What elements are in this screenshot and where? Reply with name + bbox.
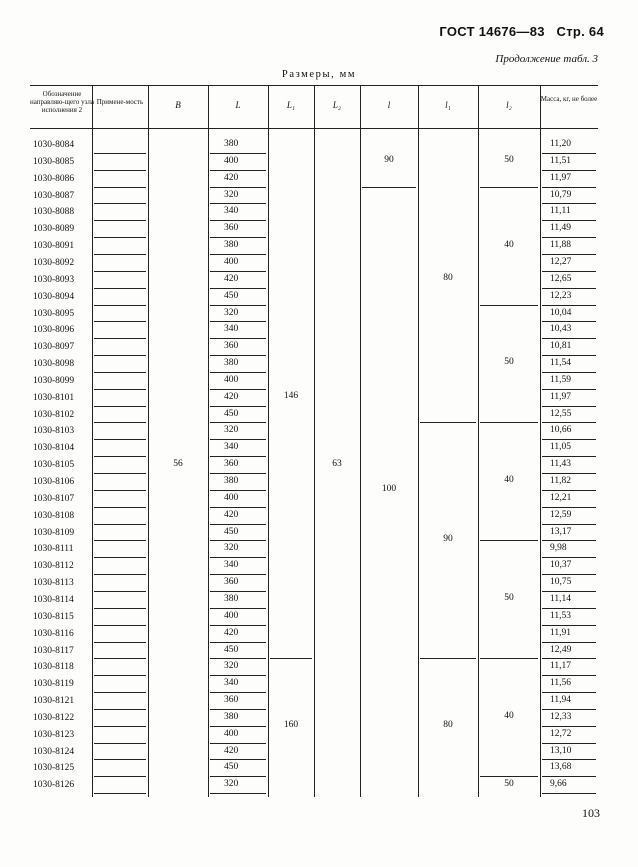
length-l-cell: 340 <box>224 560 239 571</box>
l1-value: 80 <box>443 719 453 730</box>
l1-value-group-rule <box>420 422 476 423</box>
mass-cell: 11,56 <box>550 678 572 689</box>
mass-cell: 12,49 <box>550 644 572 655</box>
mass-rule <box>542 170 596 171</box>
mass-cell: 12,33 <box>550 711 572 722</box>
length-l-cell: 450 <box>224 644 239 655</box>
designation-cell: 1030-8092 <box>33 257 75 268</box>
length-l-rule <box>210 153 266 154</box>
applicability-rule <box>94 642 146 643</box>
length-l-cell: 400 <box>224 155 239 166</box>
applicability-rule <box>94 658 146 659</box>
length-l-rule <box>210 355 266 356</box>
length-l-rule <box>210 726 266 727</box>
mass-rule <box>542 776 596 777</box>
l2-value-group-rule <box>480 658 538 659</box>
applicability-rule <box>94 153 146 154</box>
column-divider <box>148 85 149 797</box>
applicability-rule <box>94 625 146 626</box>
mass-cell: 11,54 <box>550 358 572 369</box>
mass-cell: 11,53 <box>550 610 572 621</box>
designation-cell: 1030-8091 <box>33 241 75 252</box>
mass-rule <box>542 237 596 238</box>
mass-cell: 11,88 <box>550 240 572 251</box>
mass-rule <box>542 271 596 272</box>
length-l-cell: 380 <box>224 476 239 486</box>
designation-cell: 1030-8118 <box>33 662 74 673</box>
page-header <box>439 24 604 39</box>
designation-cell: 1030-8115 <box>33 611 74 622</box>
mass-cell: 12,72 <box>550 728 572 739</box>
l1-cap-value-group-rule <box>270 658 312 659</box>
mass-cell: 12,59 <box>550 509 572 520</box>
l2-value: 50 <box>504 593 514 604</box>
l1-cap-value: 146 <box>283 391 299 402</box>
applicability-rule <box>94 321 146 322</box>
mass-cell: 10,81 <box>550 341 572 352</box>
length-l-cell: 380 <box>224 593 239 604</box>
l-value: 90 <box>384 155 394 166</box>
mass-rule <box>542 743 596 744</box>
applicability-rule <box>94 557 146 558</box>
length-l-cell: 380 <box>224 711 239 722</box>
length-l-rule <box>210 692 266 693</box>
applicability-rule <box>94 170 146 171</box>
designation-cell: 1030-8089 <box>33 224 75 235</box>
designation-cell: 1030-8106 <box>33 477 75 487</box>
mass-cell: 11,14 <box>550 593 572 604</box>
mass-rule <box>542 524 596 525</box>
length-l-cell: 360 <box>224 577 239 588</box>
applicability-rule <box>94 203 146 204</box>
mass-rule <box>542 625 596 626</box>
mass-rule <box>542 507 596 508</box>
length-l-cell: 340 <box>224 206 239 217</box>
applicability-rule <box>94 574 146 575</box>
length-l-cell: 400 <box>224 256 239 267</box>
length-l-cell: 420 <box>224 273 239 284</box>
applicability-rule <box>94 473 146 474</box>
length-l-cell: 450 <box>224 290 239 301</box>
standard-number: ГОСТ 14676—83 <box>439 24 545 39</box>
applicability-rule <box>94 254 146 255</box>
length-l-cell: 320 <box>224 425 239 436</box>
length-l-cell: 320 <box>224 189 239 200</box>
length-l-cell: 320 <box>224 543 239 554</box>
designation-cell: 1030-8098 <box>33 359 75 370</box>
page-label: Стр. 64 <box>556 24 604 39</box>
mass-cell: 11,11 <box>550 206 571 217</box>
length-l-rule <box>210 574 266 575</box>
applicability-rule <box>94 490 146 491</box>
length-l-rule <box>210 709 266 710</box>
l2-value-group-rule <box>480 305 538 306</box>
mass-cell: 11,97 <box>550 172 572 183</box>
l2-value: 50 <box>504 155 514 166</box>
designation-cell: 1030-8084 <box>33 140 75 150</box>
mass-cell: 11,49 <box>550 223 572 234</box>
mass-cell: 11,43 <box>550 459 572 470</box>
designation-cell: 1030-8094 <box>33 291 75 302</box>
b-value: 56 <box>173 458 183 469</box>
applicability-rule <box>94 305 146 306</box>
applicability-rule <box>94 271 146 272</box>
l2-value-group-rule <box>480 422 538 423</box>
mass-rule <box>542 153 596 154</box>
length-l-rule <box>210 338 266 339</box>
header-mass: Масса, кг, не более <box>540 95 598 103</box>
length-l-rule <box>210 389 266 390</box>
length-l-cell: 340 <box>224 678 239 689</box>
mass-rule <box>542 490 596 491</box>
applicability-rule <box>94 608 146 609</box>
mass-rule <box>542 574 596 575</box>
mass-rule <box>542 338 596 339</box>
mass-cell: 10,66 <box>550 425 572 436</box>
designation-cell: 1030-8096 <box>33 325 75 336</box>
header-designation: Обозначение направляю-щего узла исполнения 2 <box>30 90 94 114</box>
header-l2: L₂ <box>332 100 342 110</box>
column-divider <box>540 85 541 797</box>
mass-cell: 9,66 <box>550 779 567 790</box>
applicability-rule <box>94 709 146 710</box>
designation-cell: 1030-8087 <box>33 190 75 201</box>
length-l-rule <box>210 658 266 659</box>
length-l-rule <box>210 439 266 440</box>
l2-value: 50 <box>504 778 514 789</box>
length-l-rule <box>210 271 266 272</box>
length-l-rule <box>210 422 266 423</box>
applicability-rule <box>94 372 146 373</box>
designation-cell: 1030-8088 <box>33 207 75 218</box>
mass-rule <box>542 658 596 659</box>
header-l: l <box>387 100 391 110</box>
applicability-rule <box>94 793 146 794</box>
l-value-group-rule <box>362 187 416 188</box>
designation-cell: 1030-8117 <box>33 645 74 656</box>
length-l-rule <box>210 237 266 238</box>
length-l-rule <box>210 203 266 204</box>
mass-cell: 12,27 <box>550 256 572 267</box>
length-l-rule <box>210 507 266 508</box>
mass-rule <box>542 759 596 760</box>
length-l-rule <box>210 793 266 794</box>
length-l-cell: 360 <box>224 695 239 706</box>
length-l-cell: 320 <box>224 779 239 790</box>
length-l-cell: 360 <box>224 223 239 234</box>
length-l-cell: 400 <box>224 492 239 503</box>
applicability-rule <box>94 776 146 777</box>
mass-rule <box>542 473 596 474</box>
l1-cap-value: 160 <box>283 719 299 730</box>
designation-cell: 1030-8109 <box>33 527 75 538</box>
designation-cell: 1030-8103 <box>33 426 75 437</box>
mass-cell: 11,17 <box>550 661 572 672</box>
length-l-cell: 360 <box>224 341 239 352</box>
applicability-rule <box>94 355 146 356</box>
mass-rule <box>542 389 596 390</box>
designation-cell: 1030-8123 <box>33 729 75 740</box>
mass-cell: 11,97 <box>550 391 572 402</box>
applicability-rule <box>94 422 146 423</box>
mass-rule <box>542 406 596 407</box>
applicability-rule <box>94 406 146 407</box>
column-divider <box>268 85 269 797</box>
designation-cell: 1030-8124 <box>33 746 75 757</box>
applicability-rule <box>94 439 146 440</box>
mass-rule <box>542 675 596 676</box>
length-l-cell: 400 <box>224 728 239 739</box>
length-l-cell: 420 <box>224 172 239 183</box>
mass-cell: 10,43 <box>550 324 572 335</box>
mass-rule <box>542 608 596 609</box>
applicability-rule <box>94 389 146 390</box>
mass-cell: 12,55 <box>550 408 572 419</box>
length-l-rule <box>210 187 266 188</box>
applicability-rule <box>94 288 146 289</box>
mass-rule <box>542 321 596 322</box>
designation-cell: 1030-8101 <box>33 392 75 403</box>
applicability-rule <box>94 456 146 457</box>
mass-rule <box>542 355 596 356</box>
mass-rule <box>542 456 596 457</box>
length-l-rule <box>210 372 266 373</box>
length-l-rule <box>210 642 266 643</box>
header-l1: L₁ <box>286 100 296 110</box>
length-l-cell: 360 <box>224 459 239 470</box>
length-l-rule <box>210 675 266 676</box>
header-b: B <box>175 100 181 110</box>
mass-rule <box>542 540 596 541</box>
header-l2: l₂ <box>506 100 512 110</box>
l1-value: 80 <box>443 273 453 284</box>
designation-cell: 1030-8099 <box>33 375 75 386</box>
l2-value: 40 <box>504 711 514 722</box>
length-l-cell: 450 <box>224 408 239 419</box>
designation-cell: 1030-8097 <box>33 342 75 353</box>
length-l-rule <box>210 473 266 474</box>
mass-cell: 12,65 <box>550 273 572 284</box>
applicability-rule <box>94 726 146 727</box>
length-l-rule <box>210 406 266 407</box>
mass-cell: 11,51 <box>550 155 572 166</box>
mass-rule <box>542 591 596 592</box>
length-l-rule <box>210 254 266 255</box>
mass-rule <box>542 557 596 558</box>
mass-rule <box>542 726 596 727</box>
header-applicability: Примене-мость <box>96 98 144 106</box>
mass-cell: 10,79 <box>550 189 572 200</box>
designation-cell: 1030-8113 <box>33 578 74 589</box>
mass-rule <box>542 305 596 306</box>
length-l-rule <box>210 321 266 322</box>
l2-value-group-rule <box>480 540 538 541</box>
column-divider <box>314 85 315 797</box>
l2-value: 40 <box>504 239 514 250</box>
applicability-rule <box>94 591 146 592</box>
designation-cell: 1030-8104 <box>33 443 75 454</box>
applicability-rule <box>94 743 146 744</box>
mass-cell: 11,59 <box>550 374 572 385</box>
designation-cell: 1030-8116 <box>33 628 74 639</box>
l2-value: 40 <box>504 475 514 486</box>
length-l-rule <box>210 591 266 592</box>
mass-rule <box>542 793 596 794</box>
mass-rule <box>542 372 596 373</box>
mass-cell: 11,82 <box>550 476 572 486</box>
continuation-note: Продолжение табл. 3 <box>495 53 598 65</box>
applicability-rule <box>94 237 146 238</box>
length-l-cell: 340 <box>224 324 239 335</box>
mass-rule <box>542 692 596 693</box>
designation-cell: 1030-8105 <box>33 460 75 471</box>
mass-rule <box>542 709 596 710</box>
mass-cell: 11,20 <box>550 139 572 149</box>
length-l-cell: 340 <box>224 442 239 453</box>
length-l-cell: 420 <box>224 627 239 638</box>
applicability-rule <box>94 524 146 525</box>
applicability-rule <box>94 675 146 676</box>
length-l-cell: 380 <box>224 358 239 369</box>
mass-cell: 12,23 <box>550 290 572 301</box>
designation-cell: 1030-8102 <box>33 409 75 420</box>
designation-cell: 1030-8122 <box>33 712 75 723</box>
length-l-cell: 400 <box>224 610 239 621</box>
mass-cell: 11,94 <box>550 695 572 706</box>
mass-rule <box>542 642 596 643</box>
designation-cell: 1030-8086 <box>33 173 75 184</box>
header-l: L <box>235 100 241 110</box>
length-l-cell: 380 <box>224 139 239 149</box>
mass-cell: 11,05 <box>550 442 572 453</box>
applicability-rule <box>94 187 146 188</box>
column-divider <box>418 85 419 797</box>
length-l-rule <box>210 743 266 744</box>
length-l-cell: 420 <box>224 391 239 402</box>
applicability-rule <box>94 507 146 508</box>
designation-cell: 1030-8126 <box>33 780 75 791</box>
mass-cell: 13,68 <box>550 762 572 773</box>
mass-rule <box>542 220 596 221</box>
column-divider <box>92 85 93 797</box>
length-l-cell: 450 <box>224 762 239 773</box>
designation-cell: 1030-8093 <box>33 274 75 285</box>
table-caption: Размеры, мм <box>281 69 357 80</box>
length-l-rule <box>210 524 266 525</box>
mass-rule <box>542 422 596 423</box>
length-l-rule <box>210 490 266 491</box>
l2-value-group-rule <box>480 187 538 188</box>
designation-cell: 1030-8112 <box>33 561 74 572</box>
length-l-cell: 450 <box>224 526 239 537</box>
mass-cell: 12,21 <box>550 492 572 503</box>
column-divider <box>208 85 209 797</box>
length-l-rule <box>210 220 266 221</box>
length-l-rule <box>210 557 266 558</box>
mass-cell: 13,17 <box>550 526 572 537</box>
l1-value-group-rule <box>420 658 476 659</box>
mass-cell: 10,37 <box>550 560 572 571</box>
designation-cell: 1030-8111 <box>33 544 74 555</box>
column-divider <box>360 85 361 797</box>
l-value: 100 <box>381 483 397 494</box>
mass-cell: 10,75 <box>550 577 572 588</box>
applicability-rule <box>94 692 146 693</box>
mass-rule <box>542 254 596 255</box>
length-l-cell: 320 <box>224 661 239 672</box>
mass-rule <box>542 203 596 204</box>
page-number: 103 <box>582 806 600 820</box>
designation-cell: 1030-8125 <box>33 763 75 774</box>
header-l1: l₁ <box>445 100 451 110</box>
length-l-cell: 420 <box>224 509 239 520</box>
applicability-rule <box>94 540 146 541</box>
length-l-rule <box>210 608 266 609</box>
mass-cell: 10,04 <box>550 307 572 318</box>
length-l-rule <box>210 305 266 306</box>
l2-value: 50 <box>504 357 514 368</box>
length-l-cell: 400 <box>224 374 239 385</box>
mass-cell: 11,91 <box>550 627 572 638</box>
length-l-rule <box>210 625 266 626</box>
length-l-cell: 320 <box>224 307 239 318</box>
length-l-cell: 380 <box>224 240 239 251</box>
applicability-rule <box>94 759 146 760</box>
designation-cell: 1030-8107 <box>33 493 75 504</box>
mass-cell: 13,10 <box>550 745 572 756</box>
length-l-rule <box>210 456 266 457</box>
l2-cap-value: 63 <box>332 458 342 469</box>
length-l-rule <box>210 776 266 777</box>
l1-value: 90 <box>443 534 453 545</box>
column-divider <box>478 85 479 797</box>
applicability-rule <box>94 338 146 339</box>
mass-rule <box>542 288 596 289</box>
designation-cell: 1030-8108 <box>33 510 75 521</box>
length-l-rule <box>210 288 266 289</box>
mass-rule <box>542 187 596 188</box>
length-l-cell: 420 <box>224 745 239 756</box>
designation-cell: 1030-8121 <box>33 696 75 707</box>
length-l-rule <box>210 170 266 171</box>
length-l-rule <box>210 759 266 760</box>
designation-cell: 1030-8085 <box>33 156 75 167</box>
designation-cell: 1030-8095 <box>33 308 75 319</box>
applicability-rule <box>94 220 146 221</box>
mass-cell: 9,98 <box>550 543 567 554</box>
designation-cell: 1030-8119 <box>33 679 74 690</box>
designation-cell: 1030-8114 <box>33 594 74 605</box>
l2-value-group-rule <box>480 776 538 777</box>
mass-rule <box>542 439 596 440</box>
length-l-rule <box>210 540 266 541</box>
